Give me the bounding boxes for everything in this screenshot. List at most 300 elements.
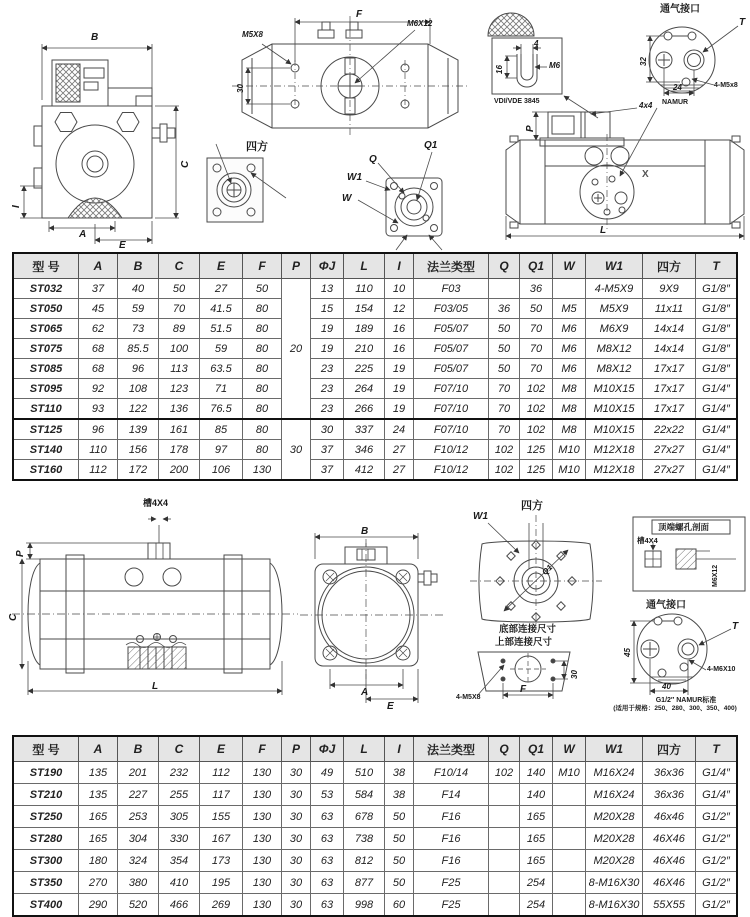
value-cell: 30 bbox=[282, 850, 311, 872]
value-cell: M5 bbox=[553, 299, 586, 319]
value-cell bbox=[489, 850, 520, 872]
value-cell: 112 bbox=[79, 460, 118, 481]
value-cell: 165 bbox=[79, 828, 118, 850]
value-cell bbox=[553, 894, 586, 917]
column-header: B bbox=[118, 253, 159, 279]
column-header: Q bbox=[489, 253, 520, 279]
value-cell: F05/07 bbox=[414, 339, 489, 359]
value-cell: 63 bbox=[311, 872, 344, 894]
value-cell: 37 bbox=[311, 440, 344, 460]
value-cell: 50 bbox=[489, 339, 520, 359]
value-cell: 45 bbox=[79, 299, 118, 319]
column-header: T bbox=[696, 253, 738, 279]
value-cell: 520 bbox=[118, 894, 159, 917]
table-row bbox=[13, 828, 737, 850]
value-cell: 63 bbox=[311, 806, 344, 828]
value-cell: 97 bbox=[200, 440, 243, 460]
value-cell: 255 bbox=[159, 784, 200, 806]
value-cell: 130 bbox=[243, 762, 282, 784]
value-cell: 130 bbox=[243, 784, 282, 806]
table-row bbox=[13, 806, 737, 828]
value-cell: 304 bbox=[118, 828, 159, 850]
value-cell: 113 bbox=[159, 359, 200, 379]
value-cell: 68 bbox=[79, 339, 118, 359]
dim-label-w1: W1 bbox=[347, 172, 362, 183]
bottom-flange-view bbox=[358, 152, 442, 250]
value-cell: 172 bbox=[118, 460, 159, 481]
value-cell: 180 bbox=[79, 850, 118, 872]
value-cell: 110 bbox=[79, 440, 118, 460]
model-cell: ST065 bbox=[13, 319, 79, 339]
technical-drawing-middle bbox=[0, 499, 750, 727]
bolt-label-4m6x10: 4-M6X10 bbox=[707, 666, 736, 673]
value-cell: M12X18 bbox=[586, 440, 643, 460]
value-cell: 50 bbox=[159, 279, 200, 299]
value-cell: 125 bbox=[520, 460, 553, 481]
value-cell: 80 bbox=[243, 319, 282, 339]
value-cell: 70 bbox=[489, 379, 520, 399]
dim-label-q: Q bbox=[369, 154, 377, 165]
value-cell: 71 bbox=[200, 379, 243, 399]
column-header: W bbox=[553, 253, 586, 279]
technical-drawing-top bbox=[0, 0, 750, 252]
bolt-label-4m5x8: 4-M5x8 bbox=[714, 82, 738, 89]
value-cell: M8X12 bbox=[586, 339, 643, 359]
value-cell: 63.5 bbox=[200, 359, 243, 379]
value-cell: 14x14 bbox=[643, 319, 696, 339]
value-cell: 36x36 bbox=[643, 784, 696, 806]
applicable-sizes-note: (适用于规格：250、280、300、350、400) bbox=[613, 705, 737, 712]
value-cell: F10/14 bbox=[414, 762, 489, 784]
value-cell: 130 bbox=[243, 460, 282, 481]
value-cell: 100 bbox=[159, 339, 200, 359]
value-cell: G1/4″ bbox=[696, 440, 738, 460]
header-row bbox=[13, 253, 737, 279]
value-cell: M10 bbox=[553, 762, 586, 784]
table-row bbox=[13, 440, 737, 460]
column-header: 型 号 bbox=[13, 253, 79, 279]
value-cell: 30 bbox=[282, 872, 311, 894]
model-cell: ST280 bbox=[13, 828, 79, 850]
table-row bbox=[13, 460, 737, 481]
value-cell: F25 bbox=[414, 872, 489, 894]
value-cell: 40 bbox=[118, 279, 159, 299]
column-header: ΦJ bbox=[311, 253, 344, 279]
value-cell: M20X28 bbox=[586, 806, 643, 828]
value-cell: 510 bbox=[344, 762, 385, 784]
value-cell: 27 bbox=[200, 279, 243, 299]
column-header: P bbox=[282, 736, 311, 762]
value-cell: 63 bbox=[311, 850, 344, 872]
column-header: Q bbox=[489, 736, 520, 762]
value-cell: 36x36 bbox=[643, 762, 696, 784]
value-cell: 55X55 bbox=[643, 894, 696, 917]
value-cell: 96 bbox=[118, 359, 159, 379]
value-cell: 8-M16X30 bbox=[586, 894, 643, 917]
value-cell: 9X9 bbox=[643, 279, 696, 299]
value-cell: 136 bbox=[159, 399, 200, 420]
value-cell: 76.5 bbox=[200, 399, 243, 420]
value-cell: 337 bbox=[344, 419, 385, 440]
header-row bbox=[13, 736, 737, 762]
value-cell: 16 bbox=[385, 339, 414, 359]
value-cell: 89 bbox=[159, 319, 200, 339]
dim-label-32: 32 bbox=[639, 57, 648, 66]
dim-label-c: C bbox=[8, 613, 19, 621]
value-cell: 80 bbox=[243, 359, 282, 379]
front-view-drawing bbox=[20, 44, 179, 244]
value-cell: 70 bbox=[520, 319, 553, 339]
value-cell: 50 bbox=[385, 806, 414, 828]
value-cell: 102 bbox=[489, 440, 520, 460]
value-cell: 173 bbox=[200, 850, 243, 872]
table-row bbox=[13, 399, 737, 420]
value-cell: 80 bbox=[243, 299, 282, 319]
value-cell: G1/2″ bbox=[696, 894, 738, 917]
value-cell: 812 bbox=[344, 850, 385, 872]
column-header: I bbox=[385, 736, 414, 762]
value-cell: F07/10 bbox=[414, 399, 489, 420]
value-cell: 165 bbox=[520, 828, 553, 850]
value-cell bbox=[489, 872, 520, 894]
value-cell: 117 bbox=[200, 784, 243, 806]
value-cell: G1/4″ bbox=[696, 460, 738, 481]
dim-label-t: T bbox=[739, 17, 746, 28]
value-cell: 30 bbox=[282, 419, 311, 480]
model-cell: ST095 bbox=[13, 379, 79, 399]
value-cell: F05/07 bbox=[414, 319, 489, 339]
value-cell: F25 bbox=[414, 894, 489, 917]
value-cell: 51.5 bbox=[200, 319, 243, 339]
value-cell: 70 bbox=[159, 299, 200, 319]
dim-label-w: W bbox=[342, 193, 352, 204]
value-cell: G1/2″ bbox=[696, 828, 738, 850]
value-cell: 85 bbox=[200, 419, 243, 440]
model-cell: ST140 bbox=[13, 440, 79, 460]
value-cell: 161 bbox=[159, 419, 200, 440]
vent-port-title: 通气接口 bbox=[646, 600, 686, 611]
value-cell: 30 bbox=[282, 806, 311, 828]
value-cell: 14x14 bbox=[643, 339, 696, 359]
value-cell: 106 bbox=[200, 460, 243, 481]
value-cell: 80 bbox=[243, 379, 282, 399]
value-cell: 17x17 bbox=[643, 399, 696, 420]
dim-label-30: 30 bbox=[570, 670, 579, 679]
value-cell: 324 bbox=[118, 850, 159, 872]
value-cell: M6 bbox=[553, 339, 586, 359]
value-cell: 4-M5X9 bbox=[586, 279, 643, 299]
value-cell bbox=[553, 279, 586, 299]
value-cell: 102 bbox=[520, 379, 553, 399]
value-cell: 70 bbox=[489, 399, 520, 420]
value-cell: 17x17 bbox=[643, 379, 696, 399]
value-cell: 412 bbox=[344, 460, 385, 481]
spec-table-st190-st400 bbox=[12, 735, 738, 917]
value-cell: 225 bbox=[344, 359, 385, 379]
plan-view-drawing bbox=[232, 16, 468, 136]
column-header: A bbox=[79, 253, 118, 279]
value-cell: F16 bbox=[414, 828, 489, 850]
value-cell: M10X15 bbox=[586, 399, 643, 420]
value-cell: 46x46 bbox=[643, 806, 696, 828]
dim-label-l: L bbox=[152, 681, 159, 692]
value-cell: M5X9 bbox=[586, 299, 643, 319]
value-cell: M12X18 bbox=[586, 460, 643, 481]
value-cell bbox=[489, 784, 520, 806]
value-cell: 130 bbox=[243, 850, 282, 872]
value-cell: 20 bbox=[282, 279, 311, 420]
value-cell: 63 bbox=[311, 894, 344, 917]
column-header: Q1 bbox=[520, 253, 553, 279]
value-cell: F07/10 bbox=[414, 419, 489, 440]
value-cell: 19 bbox=[311, 339, 344, 359]
column-header: 四方 bbox=[643, 253, 696, 279]
spec-table-st032-st160 bbox=[12, 252, 738, 481]
value-cell: 165 bbox=[520, 806, 553, 828]
value-cell: G1/8″ bbox=[696, 299, 738, 319]
top-drawing-canvas bbox=[0, 0, 750, 252]
model-cell: ST400 bbox=[13, 894, 79, 917]
value-cell: 24 bbox=[385, 419, 414, 440]
value-cell: F03 bbox=[414, 279, 489, 299]
value-cell: 738 bbox=[344, 828, 385, 850]
value-cell: 50 bbox=[489, 359, 520, 379]
dim-label-i: I bbox=[11, 205, 22, 208]
vdi-caption: VDI/VDE 3845 bbox=[494, 98, 540, 105]
value-cell: 85.5 bbox=[118, 339, 159, 359]
square-label: 四方 bbox=[521, 500, 543, 512]
model-cell: ST125 bbox=[13, 419, 79, 440]
value-cell: M16X24 bbox=[586, 762, 643, 784]
value-cell: F16 bbox=[414, 850, 489, 872]
value-cell: 80 bbox=[243, 440, 282, 460]
value-cell bbox=[553, 872, 586, 894]
large-side-view bbox=[12, 519, 298, 695]
square-label: 四方 bbox=[246, 141, 268, 153]
table-row bbox=[13, 319, 737, 339]
value-cell: 410 bbox=[159, 872, 200, 894]
value-cell: 11x11 bbox=[643, 299, 696, 319]
value-cell: 68 bbox=[79, 359, 118, 379]
value-cell: 92 bbox=[79, 379, 118, 399]
value-cell: 46X46 bbox=[643, 872, 696, 894]
value-cell: 122 bbox=[118, 399, 159, 420]
mark-label-x: X bbox=[642, 169, 649, 180]
section-box-title: 顶端螺孔剖面 bbox=[658, 522, 710, 532]
value-cell: 877 bbox=[344, 872, 385, 894]
value-cell: F03/05 bbox=[414, 299, 489, 319]
value-cell: 155 bbox=[200, 806, 243, 828]
dim-label-b: B bbox=[361, 526, 369, 537]
value-cell: M20X28 bbox=[586, 828, 643, 850]
value-cell: 102 bbox=[489, 762, 520, 784]
dim-label-a: A bbox=[361, 687, 369, 698]
value-cell: 165 bbox=[79, 806, 118, 828]
column-header: 法兰类型 bbox=[414, 736, 489, 762]
dim-label-p: P bbox=[525, 125, 536, 132]
dim-label-f: F bbox=[520, 684, 527, 695]
dim-label-l: L bbox=[600, 225, 607, 236]
value-cell: 227 bbox=[118, 784, 159, 806]
model-cell: ST160 bbox=[13, 460, 79, 481]
table-row bbox=[13, 894, 737, 917]
value-cell: 290 bbox=[79, 894, 118, 917]
value-cell: 80 bbox=[243, 399, 282, 420]
column-header: Q1 bbox=[520, 736, 553, 762]
value-cell: 46X46 bbox=[643, 850, 696, 872]
value-cell: 49 bbox=[311, 762, 344, 784]
thread-label-m6x12: M6X12 bbox=[712, 564, 719, 587]
bottom-connection-detail bbox=[470, 515, 602, 629]
value-cell bbox=[553, 850, 586, 872]
value-cell: 23 bbox=[311, 399, 344, 420]
value-cell: 266 bbox=[344, 399, 385, 420]
value-cell: 10 bbox=[385, 279, 414, 299]
dim-label-p: P bbox=[15, 550, 26, 557]
column-header: E bbox=[200, 736, 243, 762]
value-cell: 96 bbox=[79, 419, 118, 440]
value-cell: 200 bbox=[159, 460, 200, 481]
value-cell: G1/2″ bbox=[696, 850, 738, 872]
model-cell: ST350 bbox=[13, 872, 79, 894]
value-cell: 19 bbox=[385, 399, 414, 420]
column-header: T bbox=[696, 736, 738, 762]
value-cell: M8 bbox=[553, 379, 586, 399]
value-cell: 130 bbox=[243, 872, 282, 894]
value-cell: 156 bbox=[118, 440, 159, 460]
value-cell: 19 bbox=[311, 319, 344, 339]
value-cell: 346 bbox=[344, 440, 385, 460]
value-cell: 8-M16X30 bbox=[586, 872, 643, 894]
value-cell: 37 bbox=[79, 279, 118, 299]
value-cell: G1/4″ bbox=[696, 419, 738, 440]
value-cell: M8 bbox=[553, 419, 586, 440]
table-row bbox=[13, 872, 737, 894]
value-cell: 70 bbox=[520, 339, 553, 359]
value-cell: 73 bbox=[118, 319, 159, 339]
column-header: 法兰类型 bbox=[414, 253, 489, 279]
value-cell: 12 bbox=[385, 299, 414, 319]
square-drive-detail bbox=[207, 141, 286, 222]
value-cell: M8 bbox=[553, 399, 586, 420]
value-cell: 305 bbox=[159, 806, 200, 828]
actuator-top-view bbox=[506, 108, 744, 240]
value-cell: 108 bbox=[118, 379, 159, 399]
dim-label-16: 16 bbox=[495, 65, 504, 74]
end-view-drawing bbox=[300, 533, 444, 703]
value-cell: G1/4″ bbox=[696, 399, 738, 420]
value-cell: 27 bbox=[385, 440, 414, 460]
value-cell: 59 bbox=[118, 299, 159, 319]
value-cell: M10X15 bbox=[586, 379, 643, 399]
value-cell: 41.5 bbox=[200, 299, 243, 319]
column-header: 四方 bbox=[643, 736, 696, 762]
value-cell: 70 bbox=[489, 419, 520, 440]
column-header: P bbox=[282, 253, 311, 279]
value-cell: 62 bbox=[79, 319, 118, 339]
value-cell: 80 bbox=[243, 339, 282, 359]
column-header: I bbox=[385, 253, 414, 279]
dim-label-e: E bbox=[387, 701, 394, 712]
column-header: F bbox=[243, 736, 282, 762]
value-cell: 36 bbox=[489, 299, 520, 319]
value-cell: 125 bbox=[520, 440, 553, 460]
vent-port-detail bbox=[630, 614, 731, 695]
value-cell: 130 bbox=[243, 828, 282, 850]
dim-label-c: C bbox=[180, 160, 191, 168]
value-cell: 27 bbox=[385, 460, 414, 481]
value-cell: 27x27 bbox=[643, 440, 696, 460]
value-cell: 189 bbox=[344, 319, 385, 339]
value-cell: 253 bbox=[118, 806, 159, 828]
small-sizes-table-section bbox=[0, 252, 750, 481]
value-cell: G1/4″ bbox=[696, 762, 738, 784]
value-cell: 998 bbox=[344, 894, 385, 917]
value-cell: G1/8″ bbox=[696, 319, 738, 339]
table-row bbox=[13, 379, 737, 399]
dim-label-q1: Q1 bbox=[540, 562, 555, 577]
value-cell: 130 bbox=[243, 894, 282, 917]
namur-caption: NAMUR bbox=[662, 99, 689, 106]
model-cell: ST050 bbox=[13, 299, 79, 319]
dim-label-f: F bbox=[356, 9, 363, 20]
column-header: A bbox=[79, 736, 118, 762]
value-cell: 112 bbox=[200, 762, 243, 784]
table-row bbox=[13, 359, 737, 379]
value-cell: 123 bbox=[159, 379, 200, 399]
table-row bbox=[13, 784, 737, 806]
slot-label-4x4-2: 槽4X4 bbox=[637, 536, 658, 545]
column-header: W1 bbox=[586, 253, 643, 279]
model-cell: ST210 bbox=[13, 784, 79, 806]
model-cell: ST032 bbox=[13, 279, 79, 299]
value-cell bbox=[553, 828, 586, 850]
value-cell: 254 bbox=[520, 872, 553, 894]
value-cell: G1/8″ bbox=[696, 339, 738, 359]
value-cell: 50 bbox=[385, 872, 414, 894]
value-cell bbox=[553, 784, 586, 806]
value-cell: F10/12 bbox=[414, 440, 489, 460]
value-cell: 102 bbox=[489, 460, 520, 481]
value-cell: M16X24 bbox=[586, 784, 643, 806]
dim-label-e: E bbox=[119, 240, 126, 251]
value-cell: 102 bbox=[520, 399, 553, 420]
value-cell: 46X46 bbox=[643, 828, 696, 850]
value-cell: 232 bbox=[159, 762, 200, 784]
value-cell: 139 bbox=[118, 419, 159, 440]
value-cell: M10 bbox=[553, 460, 586, 481]
value-cell: 264 bbox=[344, 379, 385, 399]
thread-label-m5x8: M5X8 bbox=[242, 30, 263, 39]
dim-label-4: 4 bbox=[534, 39, 539, 48]
value-cell: 154 bbox=[344, 299, 385, 319]
thread-label-m6x12: M6X12 bbox=[407, 19, 433, 28]
dim-label-w1: W1 bbox=[473, 511, 488, 522]
slot-label-4x4: 槽4X4 bbox=[143, 498, 169, 508]
value-cell: F05/07 bbox=[414, 359, 489, 379]
table-row bbox=[13, 419, 737, 440]
value-cell bbox=[489, 806, 520, 828]
column-header: C bbox=[159, 253, 200, 279]
value-cell: 30 bbox=[282, 828, 311, 850]
value-cell: 30 bbox=[282, 762, 311, 784]
value-cell: 165 bbox=[520, 850, 553, 872]
model-cell: ST110 bbox=[13, 399, 79, 420]
model-cell: ST085 bbox=[13, 359, 79, 379]
value-cell: 110 bbox=[344, 279, 385, 299]
value-cell: 63 bbox=[311, 828, 344, 850]
value-cell: M10 bbox=[553, 440, 586, 460]
